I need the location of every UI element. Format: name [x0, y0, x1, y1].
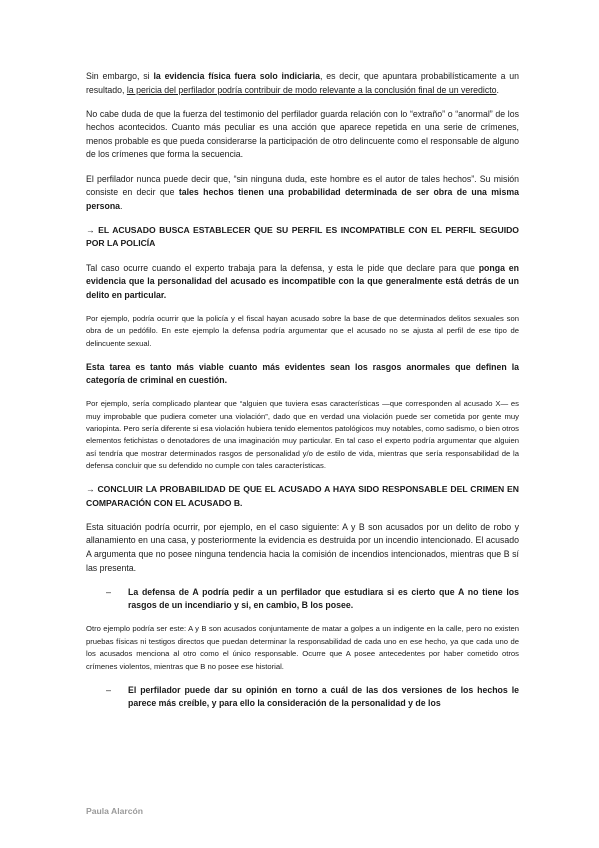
bullet-defensa-a	[106, 586, 519, 613]
paragraph-defensa: Tal caso ocurre cuando el experto trabaja para la defensa, y esta le pide que declare para que ponga en evidencia que la personalidad del acusado es incompatible con la que generalmente está detrás de un delito en particular.	[86, 262, 519, 300]
paragraph-ejemplo-violacion: Por ejemplo, sería complicado plantear que “alguien que tuviera esas características —que corresponden al acusado X— es muy improbable que pudiera cometer una violación”, dado que en verdad una violación puede ser cometida por gente muy variopinta. Pero sería diferente si esa violación hubiera tenido elementos patológicos muy notables, como sadismo, o bien otros elementos fetichistas o denotadores de una imaginación muy particular. En tal caso el experto podría argumentar que alguien así tendría que mostrar determinados rasgos de personalidad y/o de estilo de vida, mientras que sería responsabilidad de la defensa concluir que su defendido no cumple con tales características.	[86, 399, 519, 471]
paragraph-mision-perfilador: El perfilador nunca puede decir que, “sin ninguna duda, este hombre es el autor de tales hechos”. Su misión consiste en decir que tales hechos tienen una probabilidad determinada de ser obra de una misma persona.	[86, 173, 519, 211]
paragraph-robo-incendio: Esta situación podría ocurrir, por ejemplo, en el caso siguiente: A y B son acusados por un delito de robo y allanamiento en una casa, y posteriormente la evidencia es destruida por un incendio intencionado. El acusado A argumenta que no posee ninguna tendencia hacia la comisión de incendios intencionados, mientras que B sí las presenta.	[86, 521, 519, 573]
underlined-conclusion: la pericia del perfilador podría contribuir de modo relevante a la conclusión final de un veredicto	[126, 84, 497, 95]
section-heading-probabilidad: → CONCLUIR LA PROBABILIDAD DE QUE EL ACUSADO A HAYA SIDO RESPONSABLE DEL CRIMEN EN COMPARACIÓN CON EL ACUSADO B.	[86, 484, 519, 508]
paragraph-ejemplo-indigente: Otro ejemplo podría ser este: A y B son acusados conjuntamente de matar a golpes a un indigente en la calle, pero no existen pruebas físicas ni testigos directos que puedan determinar la responsabilidad de cada uno en ese hecho, ya que cada uno de los acusados menciona al otro como el único responsable. Ocurre que A posee antecedentes por haber cometido otros crímenes violentos, mientras que B no posee ese historial.	[86, 624, 519, 671]
section-heading-incompatible: → EL ACUSADO BUSCA ESTABLECER QUE SU PERFIL ES INCOMPATIBLE CON EL PERFIL SEGUIDO POR LA POLICÍA	[86, 224, 519, 249]
paragraph-tarea-viable: Esta tarea es tanto más viable cuanto más evidentes sean los rasgos anormales que definen la categoría de criminal en cuestión.	[86, 361, 519, 386]
paragraph-fuerza-testimonio: No cabe duda de que la fuerza del testimonio del perfilador guarda relación con lo “extraño” o “anormal” de los hechos acontecidos. Cuanto más peculiar es una acción que aparece repetida en una serie de crímenes, menos probable es que pueda considerarse la participación de otro delincuente como el responsable de alguno de los crímenes que forma la secuencia.	[86, 108, 519, 160]
bullet-text: El perfilador puede dar su opinión en torno a cuál de las dos versiones de los hechos le parece más creíble, y para ello la consideración de la personalidad y de los	[128, 684, 519, 709]
dash-bullet: –	[106, 586, 112, 597]
paragraph-indiciaria: Sin embargo, si la evidencia física fuera solo indiciaria, es decir, que apuntara probabilísticamente a un resultado, la pericia del perfilador podría contribuir de modo relevante a la conclusión final de un veredicto.	[86, 71, 520, 95]
bullet-text: La defensa de A podría pedir a un perfilador que estudiara si es cierto que A no tiene los rasgos de un incendiario y si, en cambio, B los posee.	[128, 586, 519, 611]
dash-bullet: –	[106, 684, 112, 695]
footer-author: Paula Alarcón	[86, 806, 143, 816]
bullet-perfilador-opinion	[106, 684, 519, 711]
paragraph-ejemplo-pedofilo: Por ejemplo, podría ocurrir que la policía y el fiscal hayan acusado sobre la base de que determinados delitos sexuales son obra de un pedófilo. En este ejemplo la defensa podría argumentar que el acusado no se ajusta al perfil de ese tipo de delincuente sexual.	[86, 313, 519, 348]
